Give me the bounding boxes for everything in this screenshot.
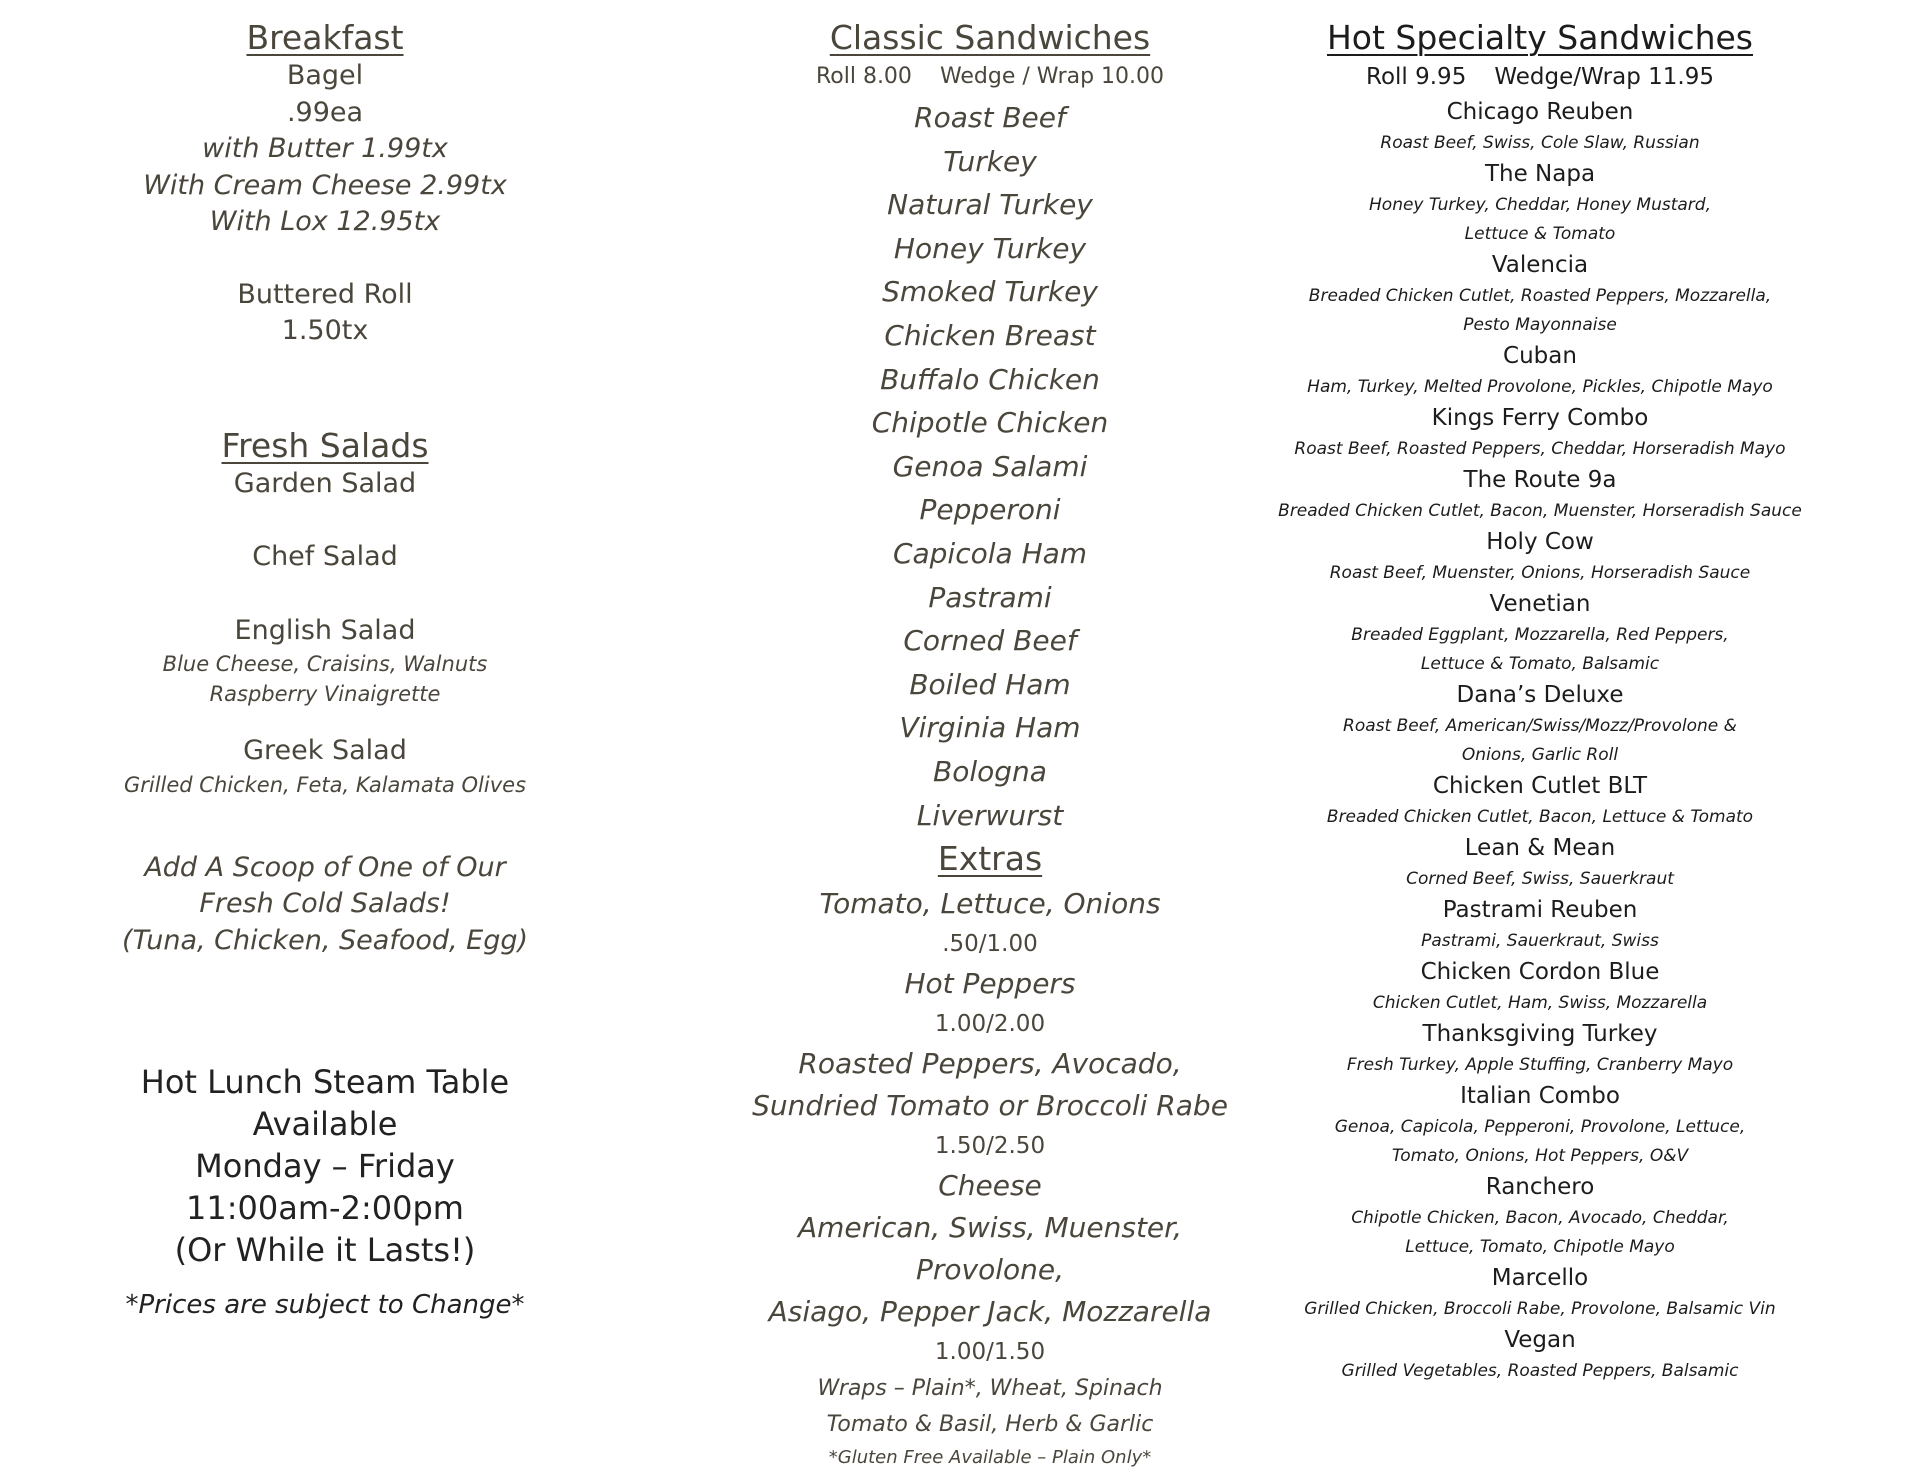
specialty-sandwich-name: Thanksgiving Turkey <box>1422 1021 1658 1047</box>
gluten-free-note: *Gluten Free Available – Plain Only* <box>828 1447 1152 1469</box>
extra-price: 1.00/1.50 <box>934 1339 1046 1366</box>
specialty-sandwich-name: Valencia <box>1491 252 1589 278</box>
spacer <box>110 959 540 1061</box>
extra-price: .50/1.00 <box>942 931 1038 958</box>
spacer <box>110 800 540 850</box>
specialty-sandwich-ingredients: Breaded Chicken Cutlet, Bacon, Muenster, Horseradish Sauce <box>1278 501 1802 521</box>
extras-heading: Extras <box>937 839 1043 879</box>
scoop-line: Fresh Cold Salads! <box>199 888 451 919</box>
prices-note: *Prices are subject to Change* <box>125 1290 525 1320</box>
specialty-sandwich-name: Vegan <box>1504 1327 1576 1353</box>
extra-item: Sundried Tomato or Broccoli Rabe <box>752 1089 1228 1123</box>
specialty-sandwich-ingredients: Onions, Garlic Roll <box>1461 745 1619 765</box>
specialty-sandwich-ingredients: Roast Beef, Roasted Peppers, Cheddar, Horseradish Mayo <box>1294 439 1786 459</box>
wraps-line: Wraps – Plain*, Wheat, Spinach <box>817 1376 1163 1402</box>
classic-sandwich-item: Bologna <box>933 754 1047 788</box>
classic-roll-price: Roll 8.00 <box>815 64 912 89</box>
hot-lunch-line: Hot Lunch Steam Table <box>140 1063 510 1101</box>
bagel-item: Bagel <box>286 60 364 91</box>
chef-salad-item: Chef Salad <box>252 541 398 572</box>
specialty-sandwich-ingredients: Chicken Cutlet, Ham, Swiss, Mozzarella <box>1372 993 1708 1013</box>
classic-wrap-price: Wedge / Wrap 10.00 <box>939 64 1165 89</box>
spacer <box>110 709 540 733</box>
right-column <box>1270 18 1810 1386</box>
specialty-sandwich-ingredients: Lettuce & Tomato, Balsamic <box>1420 654 1660 674</box>
specialty-sandwich-name: Italian Combo <box>1460 1083 1620 1109</box>
classic-sandwich-item: Genoa Salami <box>892 449 1088 483</box>
classic-sandwiches-heading: Classic Sandwiches <box>829 18 1151 57</box>
specialty-sandwich-ingredients: Chipotle Chicken, Bacon, Avocado, Cheddar, <box>1351 1208 1729 1228</box>
scoop-line: Add A Scoop of One of Our <box>144 851 506 883</box>
specialty-sandwich-ingredients: Honey Turkey, Cheddar, Honey Mustard, <box>1369 195 1711 215</box>
classic-sandwich-item: Buffalo Chicken <box>880 362 1100 396</box>
specialty-sandwich-name: Dana’s Deluxe <box>1456 682 1624 708</box>
classic-price-row <box>740 58 1240 96</box>
specialty-sandwich-name: Lean & Mean <box>1464 835 1616 861</box>
hot-lunch-line: Monday – Friday <box>195 1147 455 1185</box>
english-salad-desc: Blue Cheese, Craisins, Walnuts <box>162 652 488 676</box>
specialty-sandwich-ingredients: Genoa, Capicola, Pepperoni, Provolone, Lettuce, <box>1334 1117 1746 1137</box>
classic-sandwich-item: Capicola Ham <box>892 536 1088 570</box>
hot-lunch-line: 11:00am-2:00pm <box>186 1189 464 1227</box>
specialty-sandwich-ingredients: Breaded Chicken Cutlet, Bacon, Lettuce & Tomato <box>1326 807 1754 827</box>
extra-item: Tomato, Lettuce, Onions <box>819 887 1161 921</box>
specialty-price-row <box>1270 58 1810 96</box>
middle-column <box>740 18 1240 1473</box>
wraps-line: Tomato & Basil, Herb & Garlic <box>826 1412 1154 1438</box>
greek-salad-desc: Grilled Chicken, Feta, Kalamata Olives <box>123 772 527 797</box>
specialty-sandwich-name: Pastrami Reuben <box>1442 897 1638 923</box>
extra-item: Roasted Peppers, Avocado, <box>798 1047 1182 1081</box>
classic-sandwich-item: Chipotle Chicken <box>871 406 1109 440</box>
specialty-sandwich-ingredients: Pesto Mayonnaise <box>1463 315 1617 335</box>
buttered-roll-price: 1.50tx <box>281 315 369 346</box>
specialty-sandwich-ingredients: Roast Beef, American/Swiss/Mozz/Provolone & <box>1343 716 1737 736</box>
bagel-cream-cheese: With Cream Cheese 2.99tx <box>143 169 507 201</box>
classic-sandwich-item: Virginia Ham <box>899 711 1081 745</box>
specialty-sandwich-name: Holy Cow <box>1486 529 1594 555</box>
classic-sandwich-item: Roast Beef <box>914 101 1066 134</box>
classic-sandwich-item: Pastrami <box>928 580 1052 614</box>
specialty-sandwich-name: Venetian <box>1489 591 1591 617</box>
left-column <box>110 18 540 1325</box>
specialty-sandwich-name: Ranchero <box>1485 1174 1595 1200</box>
specialty-sandwich-ingredients: Tomato, Onions, Hot Peppers, O&V <box>1391 1146 1689 1166</box>
breakfast-heading: Breakfast <box>246 18 404 57</box>
fresh-salads-heading: Fresh Salads <box>221 425 429 465</box>
classic-sandwich-item: Natural Turkey <box>887 188 1093 222</box>
classic-sandwich-item: Turkey <box>943 144 1037 178</box>
specialty-sandwich-name: Chicago Reuben <box>1446 99 1634 125</box>
classic-sandwich-item: Liverwurst <box>916 798 1064 832</box>
garden-salad-item: Garden Salad <box>233 467 417 499</box>
specialty-sandwich-name: The Napa <box>1484 161 1596 187</box>
specialty-sandwich-ingredients: Pastrami, Sauerkraut, Swiss <box>1421 931 1659 951</box>
english-salad-desc: Raspberry Vinaigrette <box>209 682 441 706</box>
specialty-wrap-price: Wedge/Wrap 11.95 <box>1494 64 1714 90</box>
classic-sandwich-item: Corned Beef <box>903 624 1077 658</box>
extra-item: Hot Peppers <box>904 967 1076 1001</box>
bagel-price: .99ea <box>286 96 364 128</box>
specialty-sandwich-name: Marcello <box>1491 1265 1589 1291</box>
specialty-sandwich-ingredients: Roast Beef, Muenster, Onions, Horseradish Sauce <box>1329 563 1751 583</box>
specialty-sandwich-ingredients: Lettuce, Tomato, Chipotle Mayo <box>1405 1237 1675 1257</box>
spacer <box>110 350 540 426</box>
specialty-roll-price: Roll 9.95 <box>1366 64 1467 90</box>
greek-salad-item: Greek Salad <box>243 735 407 766</box>
classic-sandwich-item: Smoked Turkey <box>882 275 1098 309</box>
classic-sandwich-item: Pepperoni <box>919 493 1061 527</box>
specialty-sandwich-ingredients: Grilled Chicken, Broccoli Rabe, Provolone, Balsamic Vin <box>1304 1299 1776 1319</box>
specialty-sandwich-name: Cuban <box>1503 343 1577 369</box>
specialty-sandwich-ingredients: Lettuce & Tomato <box>1464 224 1616 244</box>
hot-lunch-line: (Or While it Lasts!) <box>174 1231 476 1269</box>
classic-sandwich-item: Boiled Ham <box>909 667 1071 701</box>
classic-sandwich-item: Honey Turkey <box>893 231 1087 265</box>
extra-price: 1.00/2.00 <box>934 1011 1046 1038</box>
specialty-sandwich-ingredients: Breaded Chicken Cutlet, Roasted Peppers, Mozzarella, <box>1308 286 1772 306</box>
specialty-sandwich-name: Kings Ferry Combo <box>1431 405 1649 431</box>
extra-item: American, Swiss, Muenster, Provolone, <box>798 1211 1182 1287</box>
specialty-sandwich-ingredients: Ham, Turkey, Melted Provolone, Pickles, Chipotle Mayo <box>1307 377 1773 397</box>
spacer <box>110 502 540 539</box>
bagel-lox: With Lox 12.95tx <box>209 206 441 237</box>
spacer <box>110 241 540 277</box>
buttered-roll-item: Buttered Roll <box>237 278 413 310</box>
classic-sandwich-item: Chicken Breast <box>884 318 1096 352</box>
hot-specialty-heading: Hot Specialty Sandwiches <box>1326 18 1754 57</box>
english-salad-item: English Salad <box>234 614 416 646</box>
classic-sandwich-list <box>740 96 1240 837</box>
extra-item: Cheese <box>938 1169 1042 1203</box>
specialty-sandwich-ingredients: Corned Beef, Swiss, Sauerkraut <box>1406 869 1674 889</box>
specialty-sandwich-name: Chicken Cutlet BLT <box>1432 773 1648 799</box>
specialty-sandwich-name: Chicken Cordon Blue <box>1420 959 1660 985</box>
spacer <box>110 576 540 613</box>
specialty-sandwich-name: The Route 9a <box>1463 467 1617 493</box>
specialty-sandwich-ingredients: Breaded Eggplant, Mozzarella, Red Peppers, <box>1351 625 1729 645</box>
hot-lunch-line: Available <box>252 1105 398 1143</box>
specialty-sandwich-list <box>1270 96 1810 1386</box>
bagel-butter: with Butter 1.99tx <box>202 133 448 164</box>
specialty-sandwich-ingredients: Roast Beef, Swiss, Cole Slaw, Russian <box>1380 133 1700 153</box>
specialty-sandwich-ingredients: Grilled Vegetables, Roasted Peppers, Balsamic <box>1341 1361 1739 1381</box>
extra-item: Asiago, Pepper Jack, Mozzarella <box>768 1295 1212 1329</box>
scoop-line: (Tuna, Chicken, Seafood, Egg) <box>121 924 529 956</box>
spacer <box>110 1271 540 1285</box>
extra-price: 1.50/2.50 <box>934 1133 1046 1160</box>
specialty-sandwich-ingredients: Fresh Turkey, Apple Stuffing, Cranberry Mayo <box>1346 1055 1734 1075</box>
